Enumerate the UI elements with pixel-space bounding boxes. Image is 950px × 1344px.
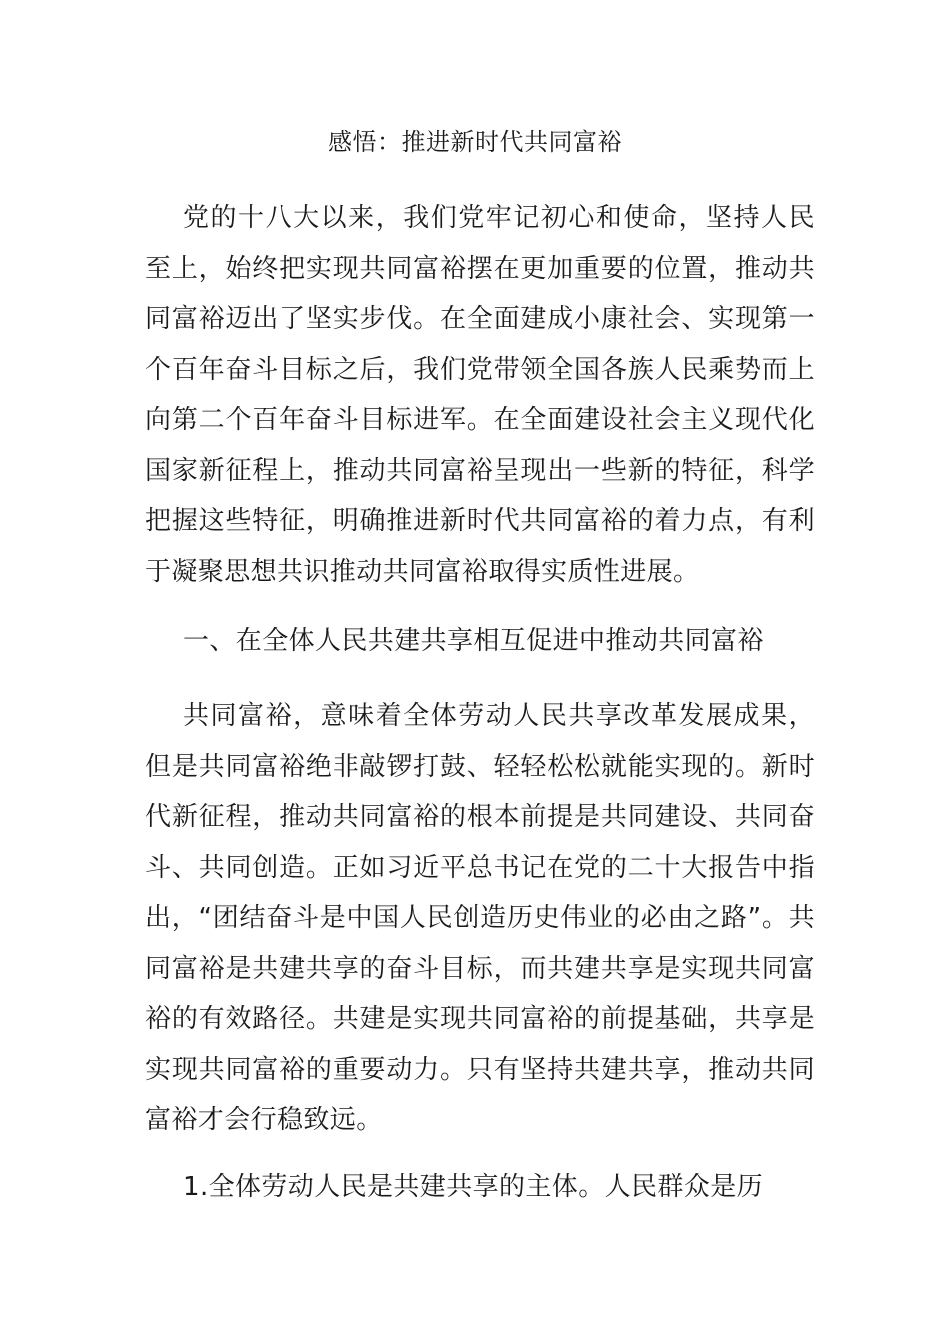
document-title: 感悟：推进新时代共同富裕 — [328, 128, 622, 156]
intro-paragraph: 党的十八大以来，我们党牢记初心和使命，坚持人民至上，始终把实现共同富裕摆在更加重要的位置，推动共同富裕迈出了坚实步伐。在全面建成小康社会、实现第一个百年奋斗目标之后，我们党带领全国各族人民乘势而上向第二个百年奋斗目标进军。在全面建设社会主义现代化国家新征程上，推动共同富裕呈现出一些新的特征，科学把握这些特征，明确推进新时代共同富裕的着力点，有利于凝聚思想共识推动共同富裕取得实质性进展。 — [145, 203, 815, 587]
section-paragraph: 共同富裕，意味着全体劳动人民共享改革发展成果，但是共同富裕绝非敲锣打鼓、轻轻松松就能实现的。新时代新征程，推动共同富裕的根本前提是共同建设、共同奋斗、共同创造。正如习近平总书记在党的二十大报告中指出，“团结奋斗是中国人民创造历史伟业的必由之路”。共同富裕是共建共享的奋斗目标，而共建共享是实现共同富裕的有效路径。共建是实现共同富裕的前提基础，共享是实现共同富裕的重要动力。只有坚持共建共享，推动共同富裕才会行稳致远。 — [145, 701, 815, 1135]
section-heading: 一、在全体人民共建共享相互促进中推动共同富裕 — [183, 626, 764, 656]
item-paragraph: 1.全体劳动人民是共建共享的主体。人民群众是历 — [183, 1172, 764, 1202]
